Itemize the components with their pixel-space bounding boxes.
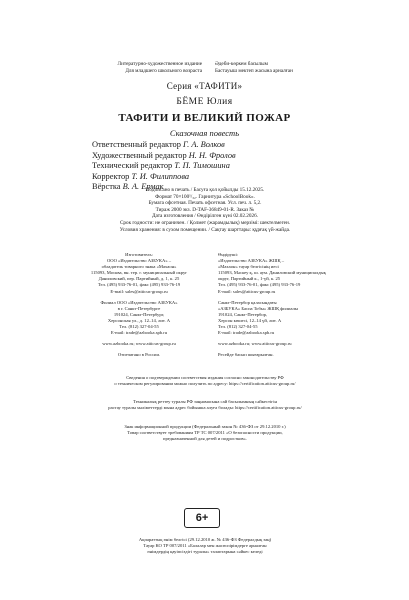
credit-role: Вёрстка xyxy=(92,182,121,192)
header-left xyxy=(92,61,202,74)
publisher-right-line: Херсон көшесі, 12–14 үй, лит. А xyxy=(218,317,282,323)
tr-cu-line: Товар соответствует требованиям ТР ТС 007/2011 «О безопасности продукции, xyxy=(127,430,283,436)
publisher-right-line: округ, Партийный к., 1-үй, к. 25 xyxy=(218,276,281,282)
print-line: Подписано в печать / Басуға қол қойылды 15.12.2025. xyxy=(145,187,265,193)
publisher-right-line: Өндіруші: xyxy=(218,252,239,257)
book-title: ТАФИТИ И ВЕЛИКИЙ ПОЖАР xyxy=(118,112,291,124)
bottom-kz-block xyxy=(60,537,350,555)
credit-role: Технический редактор xyxy=(92,161,173,171)
publisher-left-line: E-mail: trade@azbooka.spb.ru xyxy=(110,330,168,336)
publisher-left-line: Изготовитель: xyxy=(125,252,153,257)
print-line: Бумага офсетная. Печать офсетная. Усл. печ. л. 5,2. xyxy=(148,200,262,207)
publisher-left-line: Тел. (812) 327-04-55 xyxy=(119,324,159,330)
print-line: Формат 70×100¹/₃₂. Гарнитура «SchoolBook». xyxy=(155,193,255,200)
print-line: Тираж 2000 экз. D-TAF-36849-01-R. Заказ № xyxy=(155,206,255,213)
publisher-left-line: ООО «Издательство АЗБУКА» – xyxy=(106,258,172,264)
publisher-left-line: Филиал ООО «Издательство АЗБУКА» xyxy=(100,299,178,305)
credit-name: Т. И. Филиппова xyxy=(131,171,190,181)
author-name: БЁМЕ Юлия xyxy=(176,97,233,107)
credit-line xyxy=(92,151,332,162)
publisher-left-line: 115093, Москва, вн. тер. г. муниципальный округ xyxy=(90,270,188,276)
certification-kz xyxy=(70,399,340,411)
credit-role: Ответственный редактор xyxy=(92,140,181,149)
credit-line xyxy=(92,140,332,151)
publisher-left-line: E-mail: sales@atticus-group.ru xyxy=(110,288,168,294)
publisher-left-line: www.azbooka.ru; www.atticus-group.ru xyxy=(102,341,176,347)
publisher-left-line: 191024, Санкт-Петербург, xyxy=(113,311,165,317)
publisher-left-line: обладатель товарного знака «Махаон» xyxy=(101,264,177,270)
credit-role: Корректор xyxy=(92,171,130,181)
certification-ru xyxy=(70,375,340,387)
publisher-right-line: E-mail: sales@atticus-group.ru xyxy=(218,288,276,294)
publisher-left-line: Отпечатано в России. xyxy=(117,352,161,358)
publisher-left-line: в г. Санкт-Петербурге xyxy=(117,305,161,311)
publisher-right-line: 115093, Мәскеу қ, ш. аум. Даниловский муниципалдық xyxy=(218,270,326,276)
publisher-right-line: 191024, Санкт-Петербор, xyxy=(218,311,268,317)
publisher-right-line: www.azbooka.ru; www.atticus-group.ru xyxy=(218,341,292,347)
tr-cu-line: Знак информационной продукции (Федеральный закон № 436-ФЗ от 29.12.2010 г.) xyxy=(124,424,286,429)
publisher-left-line: Даниловский, пер. Партийный, д. 1, к. 25 xyxy=(98,276,180,282)
print-line: Дата изготовления / Өндірілген күні 02.02.2026. xyxy=(152,213,258,220)
header-right-line: Бастауыш мектеп жасына арналған xyxy=(215,67,293,74)
certification-kz-line: Техникалық реттеу туралы РФ заңнамасына сай басылымның сәйкестігін xyxy=(133,399,277,404)
publisher-left-line: Херсонская ул., д. 12–14, лит. А xyxy=(107,317,171,323)
credit-line xyxy=(92,172,332,183)
header-left-line: Для младшего школьного возраста xyxy=(125,67,202,74)
age-rating-badge: 6+ xyxy=(184,508,220,528)
credit-role: Художественный редактор xyxy=(92,150,187,160)
print-info xyxy=(60,187,350,233)
print-line: Срок годности: не ограничен. / Қолмет (жарамдылық) мерзімі: шектелмеген. xyxy=(119,219,291,226)
book-genre: Сказочная повесть xyxy=(169,128,240,138)
bottom-line: Ақпараттық өнім белгісі (29.12.2010 ж. № 436-ФЗ Федералдық заң) xyxy=(138,537,272,542)
publisher-right-line: «Махаон» тауар белгісінің иесі xyxy=(218,264,279,270)
tr-cu-line: предназначенной для детей и подростков». xyxy=(162,436,248,442)
header-left-line: Литературно-художественное издание xyxy=(117,61,202,67)
certification-line: о техническом регулировании можно получить по адресу: https://certification.atticus-group.ru/ xyxy=(114,381,296,387)
print-line: Условия хранения: в сухом помещении. / Сақтау шарттары: құрғақ үй-жайда. xyxy=(119,226,291,233)
credits-block xyxy=(92,140,332,193)
publisher-left-column xyxy=(80,252,198,358)
credit-name: Г. А. Волков xyxy=(183,140,225,149)
credit-name: Т. П. Тимошина xyxy=(174,161,230,171)
publisher-right-line: Тел. (812) 327-04-55 xyxy=(218,324,258,330)
publisher-right-line: Ресейде басып шығарылған. xyxy=(218,352,274,358)
publisher-right-line: «АЗБУКА» Баспа Тобы» ЖШҚ филиалы xyxy=(218,305,298,311)
bottom-line: Тауар КО ТР 007/2011 «Балалар мен жасөспірімдерге арналған xyxy=(143,543,267,549)
publisher-left-line: Тел. (495) 933-76-01, факс (495) 933-76-19 xyxy=(97,282,181,288)
credit-name: В. А. Ермак xyxy=(122,182,164,192)
publisher-right-line: E-mail: trade@azbooka.spb.ru xyxy=(218,330,275,336)
header-right xyxy=(215,61,335,74)
publisher-right-line: «Издательство АЗБУКА» ЖШҚ – xyxy=(218,258,284,264)
publisher-right-line: Санкт-Петербор қаласындағы xyxy=(218,299,277,305)
series-title: Серия «ТАФИТИ» xyxy=(166,81,243,91)
publisher-right-line: Тел. (495) 933-76-01, факс (495) 933-76-19 xyxy=(218,282,301,288)
credit-name: Н. Н. Фролов xyxy=(188,150,236,160)
header-right-line: Әдеби-көркем басылым xyxy=(215,61,268,67)
bottom-line: өнімдердің қауіпсіздігі туралы» талаптарына сәйкес келеді xyxy=(147,549,263,555)
credit-line xyxy=(92,161,332,172)
tr-cu-block xyxy=(70,424,340,442)
publisher-right-column xyxy=(218,252,353,358)
certification-kz-line: растау туралы мәліметтерді мына адрес бойынша алуға болады: https://certification.atticus-group.ru/ xyxy=(108,405,302,411)
certification-line: Сведения о подтверждении соответствия издания согласно законодательству РФ xyxy=(126,375,284,380)
